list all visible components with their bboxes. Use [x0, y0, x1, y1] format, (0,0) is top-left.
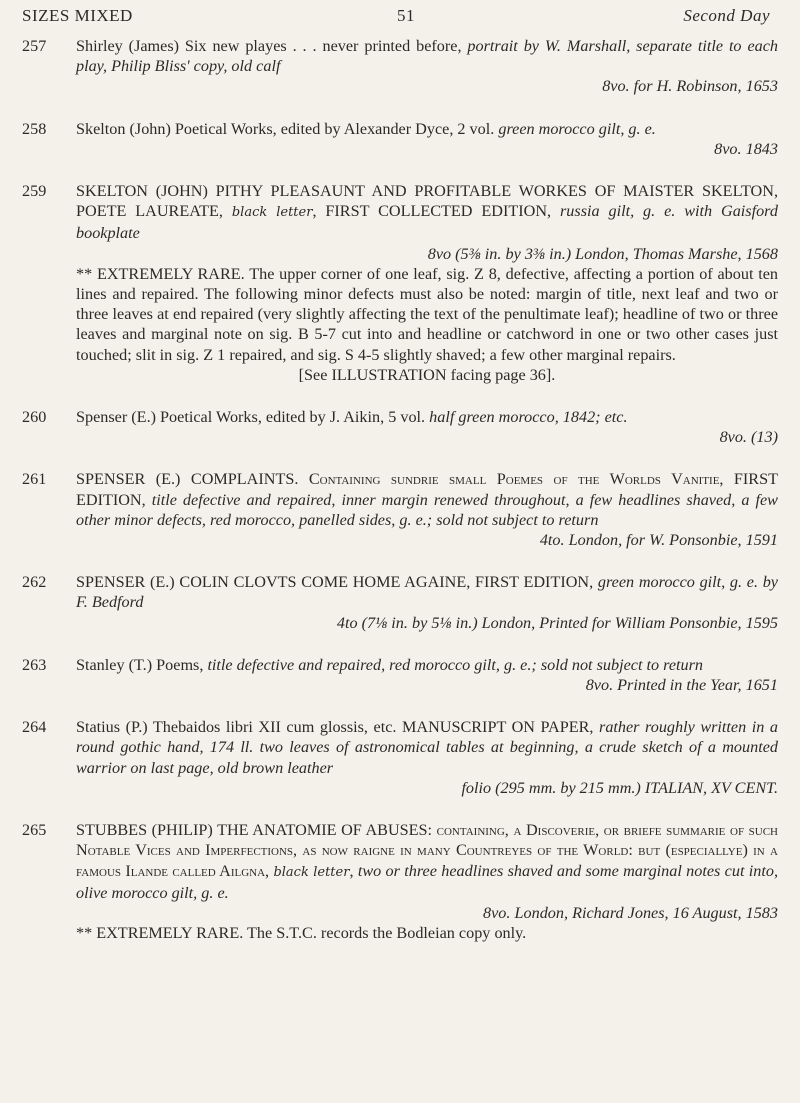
lot-263: [22, 655, 778, 695]
lot-description: [76, 469, 778, 550]
lot-title: Spenser (E.) Poetical Works, edited by J. Aikin, 5 vol.: [76, 408, 430, 427]
lot-condition: title defective and repaired, inner margin renewed throughout, a few headlines shaved, a few other minor defects, red morocco, panelled sides, g. e.; sold not subject to return: [76, 490, 778, 529]
lot-261: [22, 469, 778, 550]
lot-condition: portrait by W. Marshall, separate title to each play, Philip Bliss' copy, old calf: [76, 37, 779, 76]
lot-condition: half green morocco, 1842; etc.: [429, 408, 628, 427]
lot-note: ** EXTREMELY RARE. The upper corner of one leaf, sig. Z 8, defective, affecting a portion of about ten lines and repaired. The following minor defects must also be noted: margin of title, next leaf and two or three leaves at end repaired (very slightly affecting the text of the penultimate leaf); headline of two or three leaves and marginal note on sig. B 5-7 cut into and headline or catchword in one or two other cases just touched; slit in sig. Z 1 repaired, and sig. S 4-5 slightly shaved; a few other marginal repairs.: [76, 264, 778, 364]
lot-description: [76, 572, 778, 633]
lot-imprint: 8vo. London, Richard Jones, 16 August, 1583: [483, 903, 778, 922]
lot-condition: rather roughly written in a round gothic hand, 174 ll. two leaves of astronomical tables at beginning, a crude sketch of a mounted warrior on last page, old brown leather: [76, 718, 778, 777]
lot-title: Statius (P.) Thebaidos libri XII cum glossis, etc. MANUSCRIPT ON PAPER,: [76, 718, 600, 737]
lot-title: Skelton (John) Poetical Works, edited by Alexander Dyce, 2 vol.: [76, 119, 499, 138]
lot-number: 257: [22, 37, 47, 55]
lot-imprint: 4to. London, for W. Ponsonbie, 1591: [539, 531, 778, 550]
lot-number: 258: [22, 119, 47, 138]
lot-number: 261: [22, 470, 47, 489]
lot-number: 262: [22, 573, 47, 592]
lot-264: [22, 717, 778, 798]
lot-condition: two or three headlines shaved and some marginal notes cut into, olive morocco gilt, g. e.: [76, 861, 778, 902]
header-day: Second Day: [683, 6, 770, 25]
lot-imprint: folio (295 mm. by 215 mm.) ITALIAN, XV CENT.: [461, 778, 778, 797]
lot-number: 264: [22, 718, 47, 737]
lot-imprint: 8vo. for H. Robinson, 1653: [602, 77, 778, 96]
lot-condition: green morocco gilt, g. e.: [498, 119, 656, 138]
lot-title: SKELTON (JOHN) PITHY PLEASAUNT AND PROFITABLE WORKES OF MAISTER SKELTON, POETE LAUREATE,: [76, 182, 778, 221]
lot-description: [76, 655, 778, 695]
lot-259: [22, 181, 778, 385]
lot-imprint: 8vo. 1843: [714, 139, 778, 158]
lot-illustration-ref: [See ILLUSTRATION facing page 36].: [298, 365, 556, 384]
lot-description: [76, 36, 778, 97]
lot-condition: title defective and repaired, red morocco gilt, g. e.; sold not subject to return: [207, 655, 703, 674]
lot-number: 265: [22, 821, 47, 840]
lot-258: [22, 119, 778, 159]
lot-edition: , FIRST COLLECTED EDITION,: [312, 202, 560, 221]
lot-condition: green morocco gilt, g. e. by F. Bedford: [76, 573, 778, 612]
lot-description: [76, 717, 778, 798]
lot-note: ** EXTREMELY RARE. The S.T.C. records the Bodleian copy only.: [76, 924, 527, 943]
header-section: SIZES MIXED: [22, 6, 133, 25]
lot-262: [22, 572, 778, 633]
lot-separator: ,: [349, 861, 358, 880]
lot-title: Stanley (T.) Poems,: [76, 655, 208, 674]
lot-description: [76, 820, 778, 943]
lot-260: [22, 407, 778, 447]
lot-description: [76, 181, 778, 385]
lot-title: Shirley (James) Six new playes . . . never printed before,: [76, 37, 468, 55]
lot-description: [76, 407, 778, 447]
lot-number: 263: [22, 655, 47, 674]
black-letter: black letter: [231, 205, 313, 221]
lot-257: [22, 36, 778, 97]
lot-title: STUBBES (PHILIP) THE ANATOMIE OF ABUSES: containing, a Discoverie, or briefe summarie of such Notable Vices and Imperfections, as now raigne in many Countreyes of the World: but (especiallye) in a famous Ilande called Ailgna,: [76, 821, 778, 880]
lot-title: SPENSER (E.) COLIN CLOVTS COME HOME AGAINE, FIRST EDITION,: [76, 573, 598, 592]
lot-imprint: 8vo. Printed in the Year, 1651: [585, 676, 778, 695]
lot-imprint: 8vo. (13): [719, 428, 778, 447]
lot-condition: russia gilt, g. e. with Gaisford bookplate: [76, 202, 778, 243]
black-letter: black letter: [273, 864, 350, 880]
lot-description: [76, 119, 778, 159]
lot-title: SPENSER (E.) COMPLAINTS. Containing sundrie small Poemes of the Worlds Vanitie, FIRST EDITION,: [76, 470, 778, 509]
lot-265: [22, 820, 778, 943]
lot-imprint: 4to (7⅛ in. by 5⅛ in.) London, Printed for William Ponsonbie, 1595: [336, 613, 778, 632]
lot-number: 259: [22, 182, 47, 201]
lot-imprint: 8vo (5⅜ in. by 3⅜ in.) London, Thomas Marshe, 1568: [427, 244, 778, 263]
lot-number: 260: [22, 408, 47, 427]
page-header: [22, 6, 778, 36]
page-number: 51: [397, 6, 415, 25]
